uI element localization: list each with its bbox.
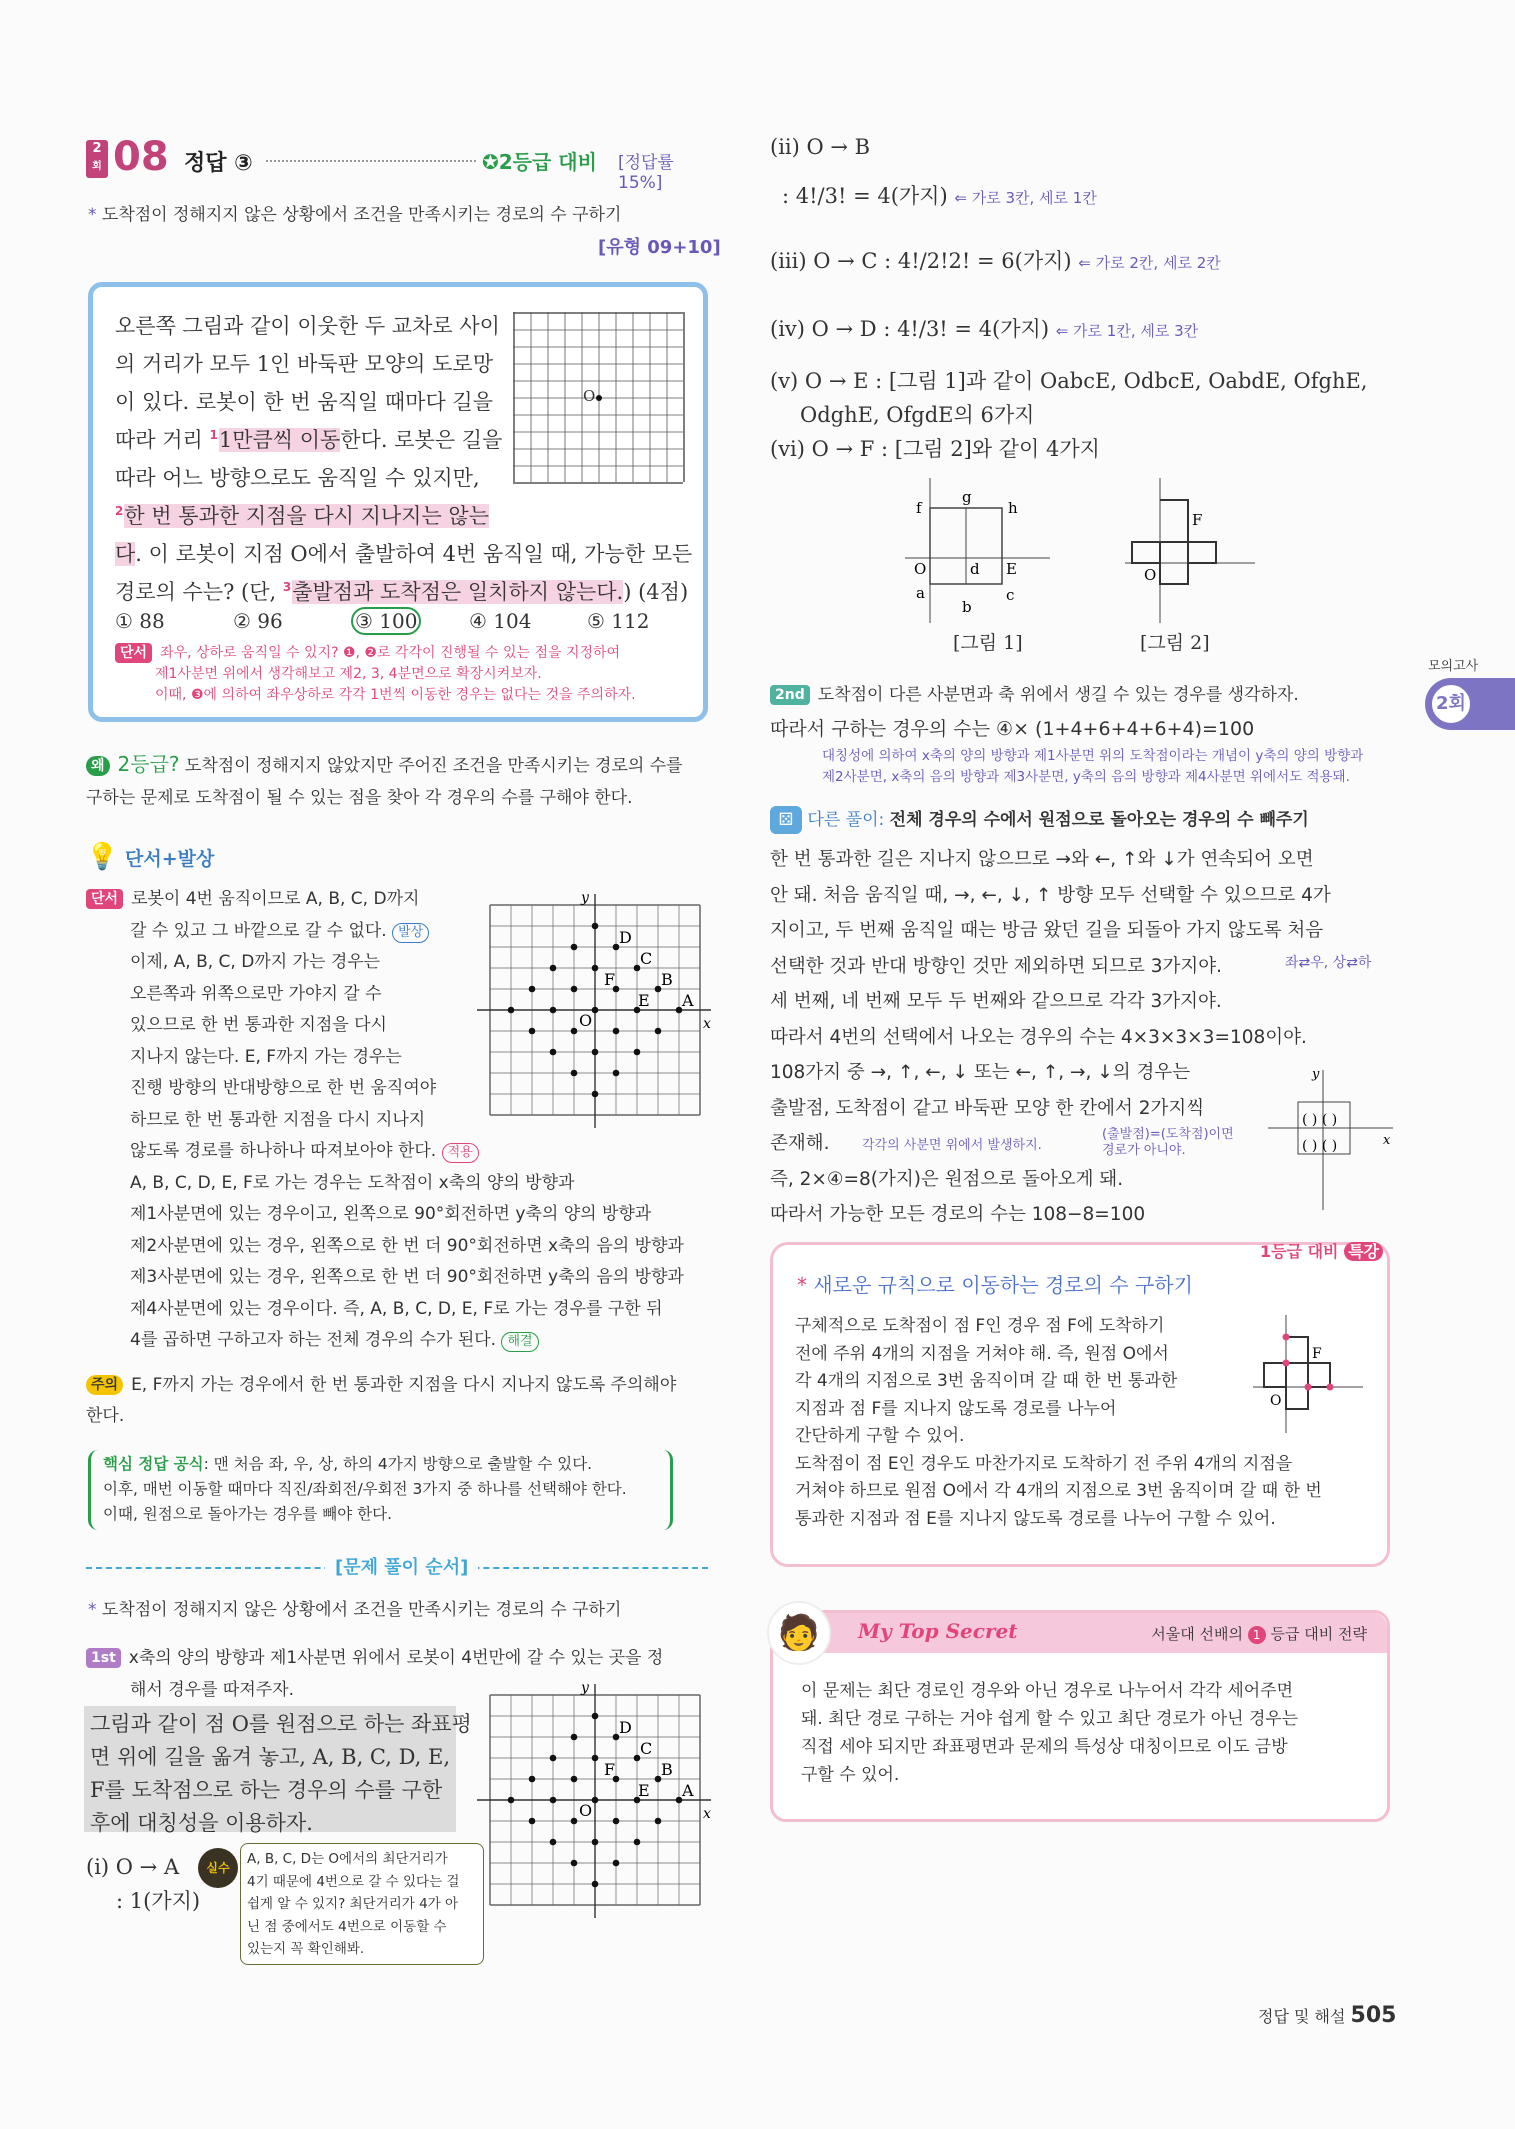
mark-1: 1 — [209, 428, 218, 442]
dotted-leader — [266, 160, 476, 162]
point-label-a: A — [682, 991, 694, 1010]
label-f: F — [1192, 511, 1203, 529]
reachable-point — [571, 1070, 578, 1077]
point-label-e: E — [638, 991, 650, 1010]
choice-3[interactable]: ③ 100 — [351, 607, 421, 635]
reachable-point — [592, 1839, 599, 1846]
label-a: a — [916, 584, 925, 602]
loop-arrows-bottom: ( ) ( ) — [1302, 1138, 1338, 1154]
why-section: 왜 2등급? 도착점이 정해지지 않았지만 주어진 조건을 만족시키는 경로의 수를 구하는 문제로 도착점이 될 수 있는 점을 찾아 각 경우의 수를 구해야 한다. — [86, 752, 683, 808]
reachable-point — [592, 1755, 599, 1762]
condition-3: 출발점과 도착점은 일치하지 않는다. — [292, 580, 624, 604]
page-footer: 정답 및 해설 505 — [1258, 2003, 1397, 2028]
clue-text: 단서 로봇이 4번 움직이므로 A, B, C, D까지 갈 수 있고 그 바깥으로 갈 수 없다. 발상 이제, A, B, C, D까지 가는 경우는 오른쪽과 위쪽으로만 가야지 갈 수 있으므로 한 번 통과한 지점을 다시 지나지 않는다. E, F까지 가는 경우는 진행 방향의 반대방향으로 한 번 움직여야 하므로 한 번 통과한 지점을 다시 지나지 않도록 경로를 하나하나 따져보아야 한다. 적용 A, B, C, D, E, F로 가는 경우는 도착점이 x축의 양의 방향과 제1사분면에 있는 경우이고, 왼쪽으로 90°회전하면 y축의 양의 방향과 제2사분면에 있는 경우, 왼쪽으로 한 번 더 90°회전하면 x축의 음의 방향과 제3사분면에 있는 경우, 왼쪽으로 한 번 더 90°회전하면 y축의 음의 방향과 제4사분면에 있는 경우이다. 즉, A, B, C, D, E, F로 가는 경우를 구한 뒤 4를 곱하면 구하고자 하는 전체 경우의 수가 된다. 해결 — [86, 884, 684, 1357]
reachable-point — [613, 1818, 620, 1825]
correct-rate: [정답률 15%] — [618, 153, 674, 193]
same-point-note: (출발점)=(도착점)이면 경로가 아니야. — [1102, 1127, 1234, 1158]
choice-1[interactable]: ① 88 — [115, 609, 165, 633]
answer-label: 정답 ③ — [184, 151, 253, 176]
page-number: 505 — [1350, 2003, 1397, 2028]
reachable-point — [592, 1713, 599, 1720]
senior-avatar: 🧑 — [767, 1601, 831, 1665]
reachable-point — [592, 1007, 599, 1014]
label-o: O — [1270, 1393, 1282, 1409]
choice-4[interactable]: ④ 104 — [469, 609, 532, 633]
reachable-point — [550, 1755, 557, 1762]
point-label-o: O — [579, 1801, 593, 1820]
point-label-e: E — [638, 1781, 650, 1800]
reachable-point — [634, 1049, 641, 1056]
reachable-point — [571, 1818, 578, 1825]
reachable-point — [592, 1049, 599, 1056]
round-badge: 2 회 — [86, 140, 108, 178]
choice-2[interactable]: ② 96 — [233, 609, 283, 633]
figure-2 — [1120, 478, 1260, 628]
label-f: f — [916, 499, 922, 517]
loop-arrows-top: ( ) ( ) — [1302, 1112, 1338, 1128]
label-h: h — [1008, 499, 1018, 517]
reachable-point — [571, 1860, 578, 1867]
reachable-point — [592, 923, 599, 930]
order-topic: * 도착점이 정해지지 않은 상황에서 조건을 만족시키는 경로의 수 구하기 — [88, 1600, 622, 1620]
special-figure — [1248, 1315, 1368, 1435]
figure-2-caption: [그림 2] — [1140, 632, 1210, 654]
type-ref: [유형 09+10] — [598, 237, 721, 258]
reachable-point — [550, 965, 557, 972]
reachable-point — [529, 1776, 536, 1783]
reachable-point — [571, 1028, 578, 1035]
reachable-point — [529, 1028, 536, 1035]
problem-text: 오른쪽 그림과 같이 이웃한 두 교차로 사이 의 거리가 모두 1인 바둑판 모양의 도로망 이 있다. 로봇이 한 번 움직일 때마다 길을 따라 거리 $^1$1만큼씩 이동한다. 로봇은 길을 따라 어느 방향으로도 움직일 수 있지만, $^2$한 번 통과한 지점을 다시 지나지는 않는 다. 이 로봇이 지점 O에서 출발하여 4번 움직일 때, 가능한 모든 경로의 수는? (단, $^3$출발점과 도착점은 일치하지 않는다.) (4점) — [115, 314, 693, 604]
reachable-point — [550, 1007, 557, 1014]
top-secret-title: My Top Secret — [858, 1619, 1018, 1643]
side-tab[interactable]: 2회 — [1425, 678, 1515, 730]
label-o: O — [914, 560, 927, 578]
mark-3: 3 — [282, 580, 292, 594]
reachable-point — [571, 1776, 578, 1783]
y-axis-label: y — [581, 890, 589, 906]
topic: * 도착점이 정해지지 않은 상황에서 조건을 만족시키는 경로의 수 구하기 — [88, 205, 622, 225]
point-label-b: B — [661, 1760, 673, 1779]
top-secret-box: 🧑 My Top Secret 서울대 선배의 1 등급 대비 전략 이 문제는 최단 경로인 경우와 아닌 경우로 나누어서 각각 세어주면 돼. 최단 경로 구하는 거야 쉽게 할 수 있고 최단 경로가 아닌 경우는 직접 세야 되지만 좌표평면과 문제의 특성상 대칭이므로 이도 금방 구할 수 있어. — [770, 1610, 1390, 1822]
case-1: (i) O → A : 1(가지) — [86, 1855, 201, 1913]
reachable-point — [613, 1028, 620, 1035]
reachable-point — [592, 1091, 599, 1098]
point-label-f: F — [604, 970, 616, 989]
mistake-callout: A, B, C, D는 O에서의 최단거리가 4기 때문에 4번으로 갈 수 있다는 걸 쉽게 알 수 있지? 최단거리가 4가 아 닌 점 중에서도 4번으로 이동할 수 있는지 꼭 확인해봐. — [240, 1843, 484, 1965]
reachable-point — [508, 1797, 515, 1804]
point-label-c: C — [640, 949, 653, 968]
choice-5[interactable]: ⑤ 112 — [587, 609, 650, 633]
label-e: E — [1006, 560, 1017, 578]
figure-1-caption: [그림 1] — [953, 632, 1023, 654]
point-label-c: C — [640, 1739, 653, 1758]
reachable-point — [508, 1007, 515, 1014]
alt-heading: ⚄ 다른 풀이: 전체 경우의 수에서 원점으로 돌아오는 경우의 수 빼주기 — [770, 805, 1309, 834]
reachable-point — [613, 1860, 620, 1867]
problem-box — [88, 282, 708, 722]
coordinate-grid-1 — [475, 890, 715, 1130]
reachable-point — [592, 965, 599, 972]
reachable-point — [550, 1839, 557, 1846]
key-formula: 핵심 정답 공식: 맨 처음 좌, 우, 상, 하의 4가지 방향으로 출발할 수 있다. 이후, 매번 이동할 때마다 직진/좌회전/우회전 3가지 중 하나를 선택해야 한다. 이때, 원점으로 돌아가는 경우를 빼야 한다. — [88, 1450, 673, 1530]
origin-point — [596, 395, 602, 401]
reachable-point — [655, 1818, 662, 1825]
reachable-point — [571, 944, 578, 951]
road-grid-figure — [513, 312, 685, 484]
hint: 단서 좌우, 상하로 움직일 수 있지? ❶, ❷로 각각이 진행될 수 있는 점을 지정하여 제1사분면 위에서 생각해보고 제2, 3, 4분면으로 확장시켜보자. 이때, ❸에 의하여 좌우상하로 각각 1번씩 이동한 경우는 없다는 것을 주의하자. — [115, 643, 636, 706]
reachable-point — [529, 986, 536, 993]
y-axis-label: y — [581, 1680, 589, 1696]
reachable-point — [655, 1028, 662, 1035]
reachable-point — [550, 1049, 557, 1056]
side-tab-label: 모의고사 — [1428, 659, 1479, 674]
reachable-point — [529, 1818, 536, 1825]
reachable-point — [592, 1881, 599, 1888]
caution: 주의 E, F까지 가는 경우에서 한 번 통과한 지점을 다시 지나지 않도록 주의해야 한다. — [86, 1375, 677, 1426]
y-axis-label: y — [1312, 1067, 1320, 1082]
coordinate-grid-2 — [475, 1680, 715, 1920]
loop-diagram — [1268, 1060, 1398, 1210]
label-o: O — [1144, 566, 1157, 584]
x-axis-label: x — [703, 1016, 711, 1032]
quadrant-note: 각각의 사분면 위에서 발생하지. — [862, 1138, 1042, 1153]
condition-2: 한 번 통과한 지점을 다시 지나지는 않는 — [124, 504, 489, 528]
label-c: c — [1006, 586, 1015, 604]
reachable-point — [592, 1797, 599, 1804]
reachable-point — [613, 1070, 620, 1077]
label-d: d — [970, 560, 980, 578]
label-f: F — [1312, 1346, 1322, 1362]
star-icon: ✪ — [482, 150, 499, 174]
problem-number: 08 — [113, 134, 169, 180]
problem-header — [86, 134, 711, 193]
mistake-badge: 실수 — [198, 1848, 238, 1888]
point-label-f: F — [604, 1760, 616, 1779]
origin-label: O — [583, 387, 596, 405]
point-label-a: A — [682, 1781, 694, 1800]
reachable-point — [571, 986, 578, 993]
grade-label: ✪2등급 대비 — [482, 150, 597, 174]
step-1: 1st x축의 양의 방향과 제1사분면 위에서 로봇이 4번만에 갈 수 있는 곳을 정 해서 경우를 따져주자. — [86, 1642, 663, 1706]
reachable-point — [571, 1734, 578, 1741]
clue-heading: 💡 단서+발상 — [86, 842, 215, 872]
top-secret-sub: 서울대 선배의 1 등급 대비 전략 — [1151, 1625, 1367, 1643]
x-axis-label: x — [1383, 1133, 1391, 1148]
x-axis-label: x — [703, 1806, 711, 1822]
point-label-d: D — [619, 1718, 632, 1737]
alt-text: 한 번 통과한 길은 지나지 않으므로 →와 ←, ↑와 ↓가 연속되어 오면 안 돼. 처음 움직일 때, →, ←, ↓, ↑ 방향 모두 선택할 수 있으므로 4가 지이고, 두 번째 움직일 때는 방금 왔던 길을 되돌아 가지 않도록 처음 선택한 것과 반대 방향인 것만 제외하면 되므로 3가지야. 세 번째, 네 번째 모두 두 번째와 같으므로 각각 3가지야. 따라서 4번의 선택에서 나오는 경우의 수는 4×3×3×3=108이야. 108가지 중 →, ↑, ←, ↓ 또는 ←, ↑, →, ↓의 경우는 출발점, 도착점이 같고 바둑판 모양 한 칸에서 2가지씩 존재해. 즉, 2×④=8(가지)은 원점으로 돌아오게 돼. 따라서 가능한 모든 경로의 수는 108−8=100 — [770, 849, 1331, 1225]
dice-icon: ⚄ — [770, 806, 802, 834]
point-label-d: D — [619, 928, 632, 947]
direction-note: 좌⇄우, 상⇄하 — [1285, 955, 1372, 971]
label-g: g — [962, 488, 972, 506]
step1-note-box: 그림과 같이 점 O를 원점으로 하는 좌표평 면 위에 길을 옮겨 놓고, A, B, C, D, E, F를 도착점으로 하는 경우의 수를 구한 후에 대칭성을 이용하자. — [84, 1706, 456, 1832]
figure-1 — [900, 478, 1060, 628]
mark-2: 2 — [115, 504, 124, 518]
label-b: b — [962, 598, 972, 616]
reachable-point — [550, 1797, 557, 1804]
special-box: 1등급 대비 특강 * 새로운 규칙으로 이동하는 경로의 수 구하기 구체적으로 도착점이 점 F인 경우 점 F에 도착하기 전에 주위 4개의 지점을 거쳐야 해. 즉, 원점 O에서 각 4개의 지점으로 3번 움직이며 갈 때 한 번 통과한 지점과 점 F를 지나지 않도록 경로를 나누어 간단하게 구할 수 있어. 도착점이 점 E인 경우도 마찬가지로 도착하기 전 주위 4개의 지점을 거쳐야 하므로 원점 O에서 각 4개의 지점으로 3번 움직이며 갈 때 한 번 통과한 지점과 점 E를 지나지 않도록 경로를 나누어 구할 수 있어. F O — [770, 1242, 1390, 1567]
step-2: 2nd 도착점이 다른 사분면과 축 위에서 생길 수 있는 경우를 생각하자. 따라서 구하는 경우의 수는 ④× (1+4+6+4+6+4)=100 대칭성에 의하여 x축의 양의 방향과 제1사분면 위의 도착점이라는 개념이 y축의 양의 방향과 제2사분면, x축의 음의 방향과 제3사분면, y축의 음의 방향과 제4사분면 위에서도 적용돼. — [770, 685, 1364, 785]
condition-1: 1만큼씩 이동 — [218, 428, 341, 452]
special-title: * 새로운 규칙으로 이동하는 경로의 수 구하기 — [797, 1273, 1193, 1297]
point-label-b: B — [661, 970, 673, 989]
special-badge: 1등급 대비 특강 — [1260, 1239, 1383, 1262]
lightbulb-head-icon: 💡 — [86, 842, 119, 872]
order-title: [문제 풀이 순서] — [325, 1553, 478, 1579]
reachable-point — [634, 1839, 641, 1846]
point-label-o: O — [579, 1011, 593, 1030]
